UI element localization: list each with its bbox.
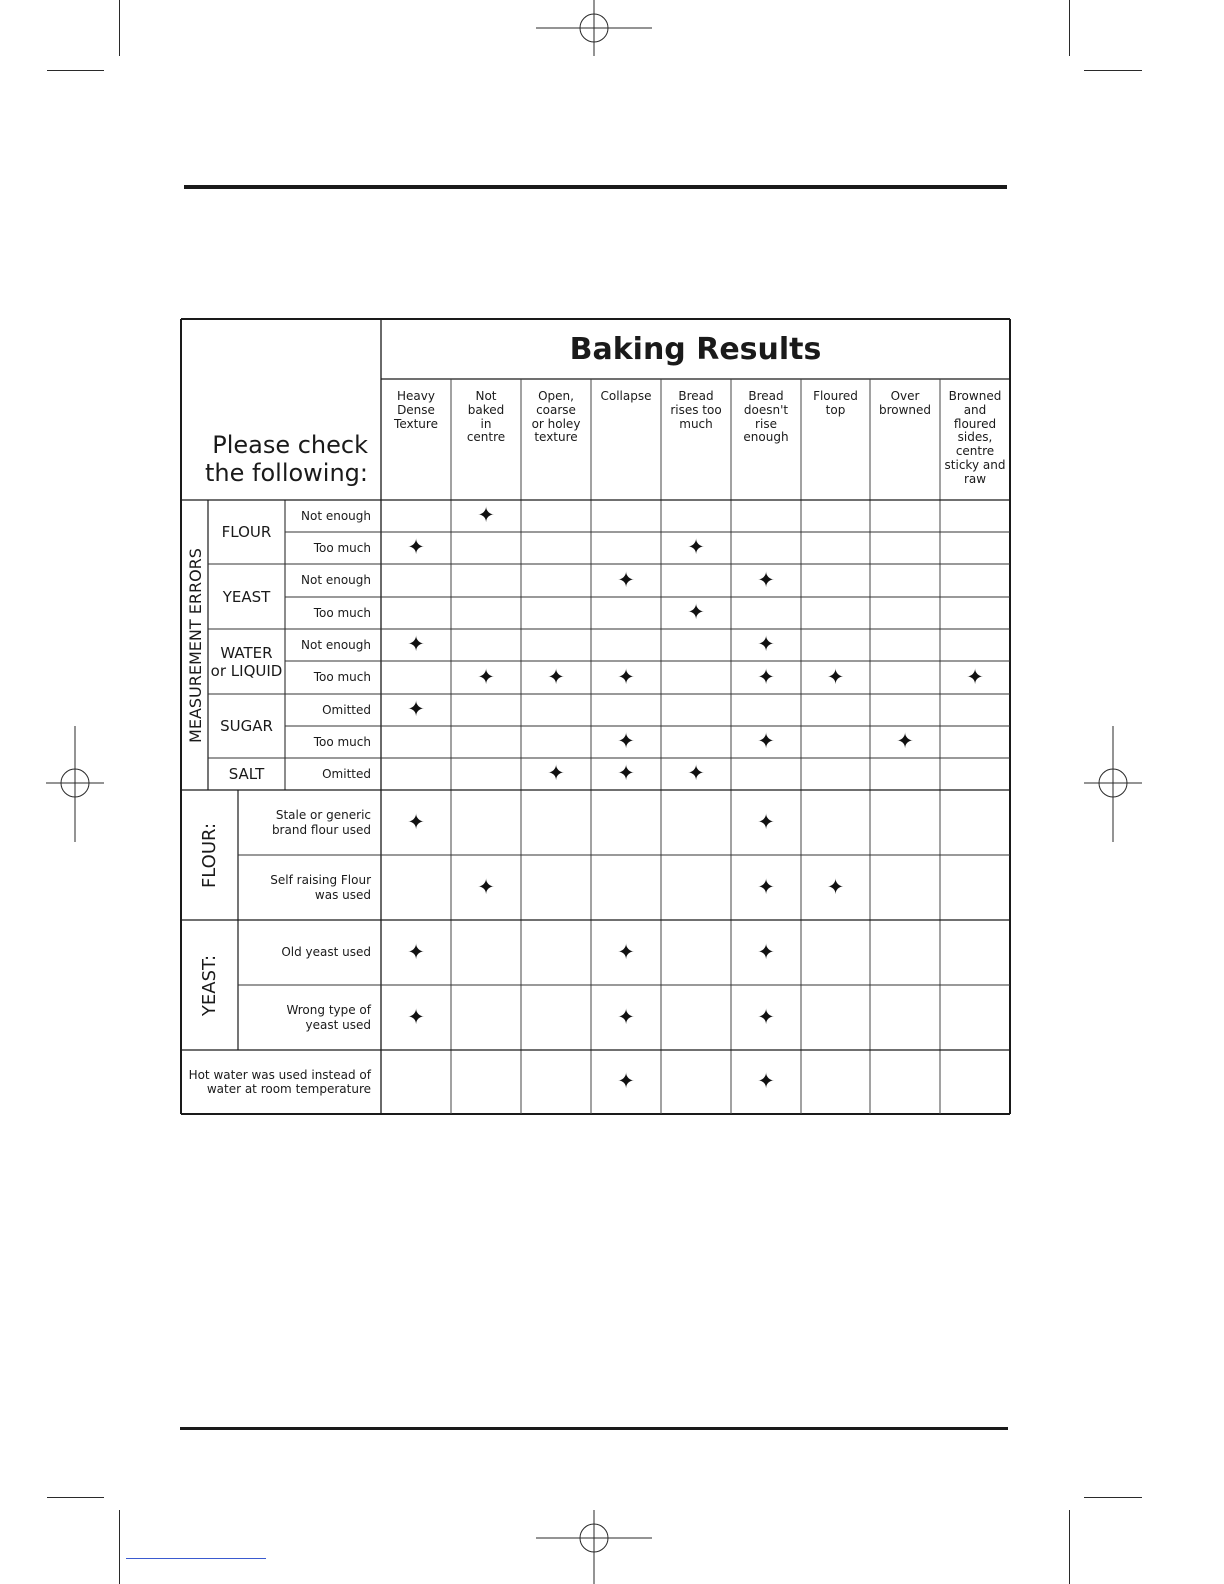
result-marker-icon: ✦ — [757, 664, 775, 689]
ingredient-label: SALT — [228, 765, 265, 783]
column-header: Browned and floured sides, centre sticky and raw — [944, 389, 1006, 486]
flour-section-label — [182, 790, 238, 920]
measurement-errors-label — [182, 500, 208, 790]
result-marker-icon: ✦ — [757, 567, 775, 592]
result-marker-icon: ✦ — [477, 874, 495, 899]
result-marker-icon: ✦ — [966, 664, 984, 689]
condition-label: Omitted — [322, 702, 371, 717]
condition-label: Too much — [313, 540, 371, 555]
result-marker-icon: ✦ — [826, 664, 845, 689]
column-header: Floured top — [813, 389, 858, 417]
result-marker-icon: ✦ — [687, 600, 705, 624]
flour-section-text: FLOUR: — [199, 822, 221, 888]
condition-label: Not enough — [301, 508, 371, 523]
column-header: Open, coarse or holey texture — [531, 389, 581, 445]
measurement-errors-text: MEASUREMENT ERRORS — [185, 547, 205, 743]
flour-condition-label: Self raising Flour was used — [270, 873, 371, 902]
result-marker-icon: ✦ — [617, 1069, 635, 1093]
hot-water-label: Hot water was used instead of water at room temperature — [188, 1067, 371, 1096]
result-marker-icon: ✦ — [757, 874, 775, 899]
result-marker-icon: ✦ — [896, 729, 914, 753]
result-marker-icon: ✦ — [477, 664, 495, 689]
column-header: Over browned — [878, 389, 932, 417]
result-marker-icon: ✦ — [617, 1004, 635, 1029]
yeast-condition-label: Old yeast used — [281, 945, 371, 960]
result-marker-icon: ✦ — [547, 664, 565, 689]
ingredient-label: SUGAR — [220, 717, 273, 735]
ingredient-label: WATER or LIQUID — [210, 643, 283, 680]
column-header: Heavy Dense Texture — [394, 389, 438, 431]
result-marker-icon: ✦ — [547, 761, 565, 785]
condition-label: Not enough — [301, 637, 371, 652]
result-marker-icon: ✦ — [407, 697, 425, 721]
result-marker-icon: ✦ — [757, 939, 775, 964]
result-marker-icon: ✦ — [757, 632, 775, 656]
result-marker-icon: ✦ — [617, 664, 635, 689]
result-marker-icon: ✦ — [407, 939, 425, 964]
result-marker-icon: ✦ — [477, 503, 495, 527]
result-marker-icon: ✦ — [687, 761, 705, 785]
corner-label-line2: the following: — [205, 458, 368, 487]
result-marker-icon: ✦ — [407, 632, 425, 656]
yeast-section-label — [182, 920, 238, 1050]
yeast-condition-label: Wrong type of yeast used — [286, 1003, 371, 1032]
condition-label: Omitted — [322, 766, 371, 781]
flour-condition-label: Stale or generic brand flour used — [271, 808, 371, 837]
result-marker-icon: ✦ — [407, 535, 425, 559]
column-header: Bread rises too much — [670, 389, 722, 431]
column-header: Collapse — [600, 389, 652, 403]
result-marker-icon: ✦ — [617, 567, 635, 592]
result-marker-icon: ✦ — [407, 809, 425, 834]
ingredient-label: FLOUR — [221, 523, 272, 541]
ingredient-label: YEAST — [222, 587, 271, 606]
result-marker-icon: ✦ — [687, 535, 705, 559]
result-marker-icon: ✦ — [757, 729, 775, 753]
condition-label: Too much — [313, 605, 371, 620]
condition-label: Not enough — [301, 573, 371, 588]
result-marker-icon: ✦ — [826, 874, 845, 899]
result-marker-icon: ✦ — [757, 1004, 775, 1029]
corner-label-line1: Please check — [212, 430, 368, 459]
result-marker-icon: ✦ — [617, 761, 635, 785]
column-header: Not baked in centre — [466, 389, 506, 445]
result-marker-icon: ✦ — [617, 729, 635, 753]
column-header: Bread doesn't rise enough — [743, 389, 789, 445]
condition-label: Too much — [313, 734, 371, 749]
result-marker-icon: ✦ — [617, 939, 635, 964]
condition-label: Too much — [313, 670, 371, 685]
table-title: Baking Results — [569, 332, 822, 367]
result-marker-icon: ✦ — [407, 1004, 425, 1029]
result-marker-icon: ✦ — [757, 809, 775, 834]
yeast-section-text: YEAST: — [199, 954, 221, 1016]
result-marker-icon: ✦ — [757, 1069, 775, 1093]
